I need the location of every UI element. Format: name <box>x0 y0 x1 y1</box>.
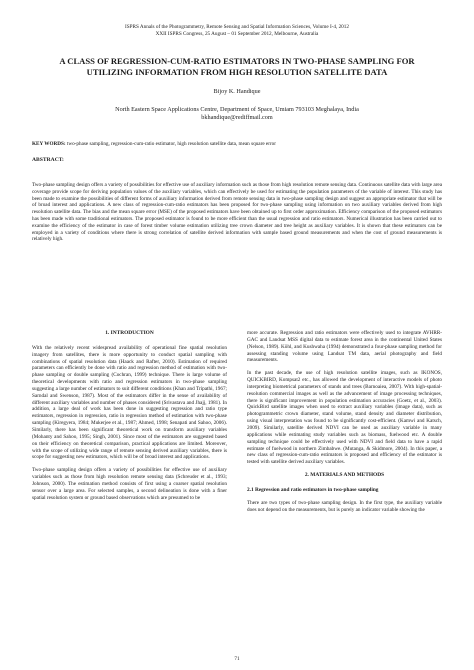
affiliation <box>0 106 474 122</box>
section-heading-introduction: 1. INTRODUCTION <box>105 330 154 336</box>
abstract-text: Two-phase sampling design offers a variety of possibilities for effective use of auxiliary information such as those from high resolution remote sensing data. Continuous satellite data with large area coverage provide scope for deriving population values of the auxiliary variables, which can effectively be used for estimating the population parameters of the variable of interest. This study has been made to examine the possibilities of different forms of auxiliary information derived from remote sensing data in two-phase sampling design and suggest an appropriate estimator that will be of broad interest and applications. A new class of regression-cum-ratio estimators has been proposed for two-phase sampling using information on two auxiliary variables derived from high resolution satellite data. The bias and the mean square error (MSE) of the proposed estimators have been obtained up to first order approximation. Efficiency comparison of the proposed estimators has been made with some traditional estimators. The proposed estimator is found to be more efficient than the usual regression and ratio estimators. Numerical illustration has been carried out to examine the efficiency of the estimator in case of forest timber volume estimation utilizing tree crown diameter and tree height as auxiliary variables. It is shown that these estimators can be employed in a variety of conditions where there is strong correlation of satellite derived information with sample based ground measurements and when the cost of ground measurements is relatively high. <box>32 182 442 243</box>
paragraph: Two-phase sampling design offers a variety of possibilities for effective use of auxiliary variables such as those from high resolution remote sensing data (Schreuder et al., 1993; Johnson, 2000). The estimation method consists of first using a coarser spatial resolution sensor over a large area. For selected samples, a second delineation is done with a finer spatial resolution system or ground based observations which are presumed to be <box>32 467 227 501</box>
affiliation-email: bkhandique@rediffmail.com <box>201 114 273 121</box>
keywords-text: two-phase sampling, regression-cum-ratio estimator, high resolution satellite data, mean square error <box>66 141 276 147</box>
subsection-heading: 2.1 Regression and ratio estimators in two-phase sampling <box>247 486 379 493</box>
author-name: Bijoy K. Handique <box>213 88 261 95</box>
paragraph: In the past decade, the use of high resolution satellite images, such as IKONOS, QUICKBIRD, Kompsat2 etc., has allowed the development of interactive models of photo interpreting biometrical parameters of stands and trees (Barnoaiea, 2007). With high-spatial-resolution commercial images as well as the advancement of image processing techniques, there is significant improvement in population estimation accuracies (Goetz, et al., 2003). QuickBird satellite images when used to extract auxiliary variables (image data), such as photogrammetric crown diameter, stand volume, stand density and diameter distribution, using visual interpretation was found to be significantly cost-efficient. (Kamwi and Katsch, 2009). Similarly, satellite derived NDVI can be used as auxiliary variable in many applications while estimating study variables such as biomass, fuelwood etc. A double sampling technique could be effectively used with NDVI and field data to have a rapid estimate of fuelwood in northern Zimbabwe. (Mutanga, & Skidmore, 2004). In this paper, a new class of regression-cum-ratio estimators is proposed and efficiency of the estimator is tested with satellite derived auxiliary variables. <box>247 370 442 466</box>
section-heading-materials-methods: 2. MATERIALS AND METHODS <box>304 472 385 479</box>
paragraph: With the relatively recent widespread availability of operational fine spatial resolution imagery from satellites, there is more opportunity to conduct spatial sampling with combinations of spatial resolution data (Haack and Rafter, 2010). Estimation of required parameters can efficiently be done with ratio and regression method of estimation with two-phase sampling or double sampling (Cochran, 1999) technique. There is large volume of theoretical developments with ratio and regression estimators in two-phase sampling suggesting a large number of estimators to suit different conditions (Khan and Tripathi, 1967; Sarndal and Swenson, 1987). Most of the estimators differ in the sense of availability of different auxiliary variables and number of phases considered (Srivastava and Jhajj, 1981). In addition, a large deal of work has been done in suggesting regression and ratio type estimators, regression in regression, ratio in regression method of estimation with two-phase sampling (Kiregyera, 1984; Mukerjee et al., 1987; Ahmed, 1998; Senapati and Sahoo, 2006). Similarly, there has been significant theoretical work on transform auxiliary variables (Mohanty and Sahoo, 1995; Singh, 2001). Since most of the estimators are suggested based on their efficiency on theoretical comparison, practical applications are limited. Moreover, with the scope of utilizing wide range of remote sensing derived auxiliary variables, there is scope for suggesting new estimators, which will be of broad interest and applications. <box>32 344 227 461</box>
paragraph: more accurate. Regression and ratio estimators were effectively used to integrate AVHRR-GAC and Landsat MSS digital data to estimate forest area in the continental United States (Nelson, 1989). Köhl, and Kushwaha (1994) demonstrated a four-phase sampling method for assessing standing volume using Landsat TM data, aerial photography and field measurements. <box>247 330 442 364</box>
paragraph: There are two types of two-phase sampling design. In the first type, the auxiliary variable does not depend on the measurements, but is purely an indicator variable showing the <box>247 499 442 513</box>
page-number: 71 <box>234 656 240 662</box>
right-column <box>247 330 442 519</box>
keywords <box>32 141 442 147</box>
journal-header-line-1: ISPRS Annals of the Photogrammetry, Remote Sensing and Spatial Information Sciences, Volume I-4, 2012 <box>125 24 349 30</box>
keywords-label: KEY WORDS: <box>32 141 66 147</box>
affiliation-address: North Eastern Space Applications Centre, Department of Space, Umiam 793103 Meghalaya, India <box>115 106 359 113</box>
journal-header-line-2: XXII ISPRS Congress, 25 August – 01 September 2012, Melbourne, Australia <box>155 31 319 37</box>
left-column <box>32 330 227 507</box>
paper-title: A CLASS OF REGRESSION-CUM-RATIO ESTIMATORS IN TWO-PHASE SAMPLING FOR UTILIZING INFORMATION FROM HIGH RESOLUTION SATELLITE DATA <box>59 56 415 77</box>
abstract-heading: ABSTRACT: <box>32 157 64 163</box>
